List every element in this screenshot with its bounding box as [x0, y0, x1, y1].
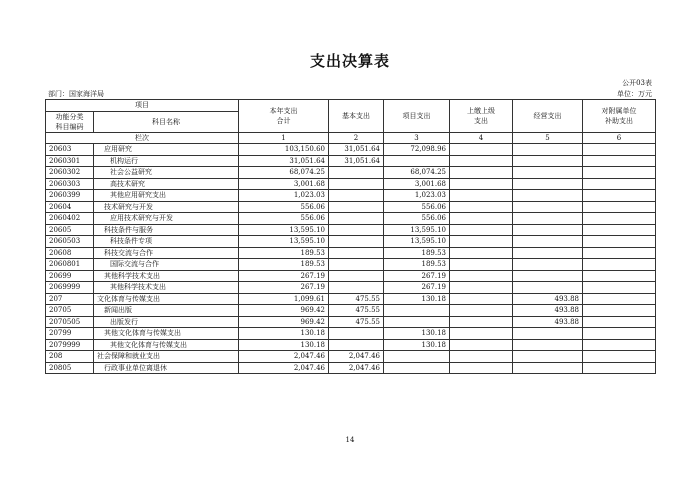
total-cell: 556.06	[239, 201, 329, 213]
upper-cell	[450, 339, 513, 351]
total-cell: 13,595.10	[239, 224, 329, 236]
project-cell: 130.18	[384, 339, 450, 351]
business-cell	[513, 247, 583, 259]
column-order-6: 6	[583, 132, 656, 144]
name-cell: 其他科学技术支出	[94, 282, 239, 294]
upper-cell	[450, 144, 513, 156]
business-cell: 493.88	[513, 316, 583, 328]
total-cell: 556.06	[239, 213, 329, 225]
name-cell: 科技交流与合作	[94, 247, 239, 259]
header-upper-line1: 上缴上级	[467, 106, 495, 115]
upper-cell	[450, 328, 513, 340]
name-cell: 科技条件与服务	[94, 224, 239, 236]
table-row	[46, 339, 656, 351]
basic-cell: 31,051.64	[329, 144, 384, 156]
name-cell: 国际交流与合作	[94, 259, 239, 271]
header-total	[239, 100, 329, 133]
code-cell: 207	[46, 293, 94, 305]
table-row	[46, 282, 656, 294]
total-cell: 31,051.64	[239, 155, 329, 167]
business-cell	[513, 178, 583, 190]
business-cell	[513, 213, 583, 225]
project-cell: 13,595.10	[384, 236, 450, 248]
header-total-line1: 本年支出	[269, 106, 298, 115]
upper-cell	[450, 236, 513, 248]
total-cell: 13,595.10	[239, 236, 329, 248]
project-cell: 1,023.03	[384, 190, 450, 202]
basic-cell	[329, 270, 384, 282]
basic-cell: 475.55	[329, 305, 384, 317]
sub-cell	[583, 351, 656, 363]
upper-cell	[450, 155, 513, 167]
table-row	[46, 247, 656, 259]
upper-cell	[450, 270, 513, 282]
page-title: 支出决算表	[309, 52, 390, 70]
business-cell	[513, 351, 583, 363]
name-cell: 应用技术研究与开发	[94, 213, 239, 225]
name-cell: 出版发行	[94, 316, 239, 328]
upper-cell	[450, 293, 513, 305]
total-cell: 3,001.68	[239, 178, 329, 190]
business-cell	[513, 144, 583, 156]
upper-cell	[450, 190, 513, 202]
code-cell: 20705	[46, 305, 94, 317]
sub-cell	[583, 305, 656, 317]
business-cell: 493.88	[513, 293, 583, 305]
total-cell: 969.42	[239, 316, 329, 328]
upper-cell	[450, 316, 513, 328]
total-cell: 2,047.46	[239, 351, 329, 363]
sub-cell	[583, 167, 656, 179]
code-cell: 20605	[46, 224, 94, 236]
sub-cell	[583, 259, 656, 271]
name-cell: 其他文化体育与传媒支出	[94, 328, 239, 340]
header-sub	[583, 100, 656, 133]
sub-cell	[583, 155, 656, 167]
column-order-4: 4	[450, 132, 513, 144]
code-cell: 2060303	[46, 178, 94, 190]
code-cell: 2070505	[46, 316, 94, 328]
business-cell	[513, 190, 583, 202]
sub-cell	[583, 178, 656, 190]
name-cell: 其他科学技术支出	[94, 270, 239, 282]
page-number: 14	[345, 436, 355, 444]
project-cell: 556.06	[384, 213, 450, 225]
sub-cell	[583, 201, 656, 213]
name-cell: 文化体育与传媒支出	[94, 293, 239, 305]
table-row	[46, 316, 656, 328]
business-cell	[513, 282, 583, 294]
business-cell	[513, 155, 583, 167]
basic-cell: 2,047.46	[329, 362, 384, 374]
header-func-code	[46, 111, 94, 132]
code-cell: 2060402	[46, 213, 94, 225]
name-cell: 高技术研究	[94, 178, 239, 190]
name-cell: 科技条件专项	[94, 236, 239, 248]
table-row	[46, 328, 656, 340]
table-row	[46, 167, 656, 179]
sub-cell	[583, 144, 656, 156]
table-row	[46, 144, 656, 156]
code-cell: 20805	[46, 362, 94, 374]
total-cell: 1,023.03	[239, 190, 329, 202]
header-func-code-line1: 功能分类	[55, 112, 84, 121]
basic-cell	[329, 259, 384, 271]
business-cell	[513, 167, 583, 179]
name-cell: 新闻出版	[94, 305, 239, 317]
project-cell: 13,595.10	[384, 224, 450, 236]
basic-cell	[329, 190, 384, 202]
header-subject-name: 科目名称	[94, 111, 239, 132]
total-cell: 969.42	[239, 305, 329, 317]
code-cell: 20603	[46, 144, 94, 156]
column-order-label: 栏次	[46, 132, 239, 144]
basic-cell: 475.55	[329, 316, 384, 328]
upper-cell	[450, 167, 513, 179]
business-cell: 493.88	[513, 305, 583, 317]
basic-cell: 2,047.46	[329, 351, 384, 363]
header-sub-line2: 补助支出	[605, 116, 633, 125]
table-row	[46, 190, 656, 202]
name-cell: 其他文化体育与传媒支出	[94, 339, 239, 351]
project-cell	[384, 351, 450, 363]
business-cell	[513, 270, 583, 282]
header-project-exp: 项目支出	[384, 100, 450, 133]
sub-cell	[583, 362, 656, 374]
column-order-2: 2	[329, 132, 384, 144]
header-project: 项目	[46, 100, 239, 112]
sub-cell	[583, 282, 656, 294]
sub-cell	[583, 213, 656, 225]
sub-cell	[583, 236, 656, 248]
total-cell: 1,099.61	[239, 293, 329, 305]
basic-cell	[329, 328, 384, 340]
table-row	[46, 305, 656, 317]
business-cell	[513, 236, 583, 248]
business-cell	[513, 224, 583, 236]
table-row	[46, 224, 656, 236]
sub-cell	[583, 293, 656, 305]
total-cell: 267.19	[239, 270, 329, 282]
sub-cell	[583, 247, 656, 259]
basic-cell	[329, 167, 384, 179]
project-cell: 68,074.25	[384, 167, 450, 179]
basic-cell	[329, 247, 384, 259]
code-cell: 20699	[46, 270, 94, 282]
upper-cell	[450, 213, 513, 225]
sub-cell	[583, 270, 656, 282]
project-cell: 189.53	[384, 247, 450, 259]
total-cell: 267.19	[239, 282, 329, 294]
table-row	[46, 201, 656, 213]
code-cell: 2079999	[46, 339, 94, 351]
project-cell: 72,098.96	[384, 144, 450, 156]
project-cell: 3,001.68	[384, 178, 450, 190]
basic-cell	[329, 224, 384, 236]
code-cell: 2060302	[46, 167, 94, 179]
name-cell: 行政事业单位离退休	[94, 362, 239, 374]
header-row-project	[46, 100, 656, 112]
table-row	[46, 351, 656, 363]
code-cell: 2060399	[46, 190, 94, 202]
sub-cell	[583, 339, 656, 351]
column-order-3: 3	[384, 132, 450, 144]
project-cell	[384, 305, 450, 317]
basic-cell	[329, 201, 384, 213]
header-upper-line2: 支出	[474, 116, 488, 125]
sub-cell	[583, 316, 656, 328]
business-cell	[513, 339, 583, 351]
table-row	[46, 270, 656, 282]
header-total-line2: 合计	[276, 116, 291, 125]
business-cell	[513, 259, 583, 271]
table-row	[46, 213, 656, 225]
total-cell: 189.53	[239, 259, 329, 271]
header-sub-line1: 对附属单位	[601, 106, 637, 115]
column-order-row	[46, 132, 656, 144]
name-cell: 社会公益研究	[94, 167, 239, 179]
project-cell: 556.06	[384, 201, 450, 213]
upper-cell	[450, 351, 513, 363]
basic-cell	[329, 339, 384, 351]
project-cell: 130.18	[384, 328, 450, 340]
header-basic: 基本支出	[329, 100, 384, 133]
table-row	[46, 293, 656, 305]
column-order-5: 5	[513, 132, 583, 144]
total-cell: 130.18	[239, 328, 329, 340]
table-row	[46, 236, 656, 248]
basic-cell: 31,051.64	[329, 155, 384, 167]
upper-cell	[450, 201, 513, 213]
code-cell: 20608	[46, 247, 94, 259]
table-row	[46, 155, 656, 167]
upper-cell	[450, 224, 513, 236]
code-cell: 20799	[46, 328, 94, 340]
total-cell: 103,150.60	[239, 144, 329, 156]
table-row	[46, 178, 656, 190]
upper-cell	[450, 362, 513, 374]
code-cell: 2060801	[46, 259, 94, 271]
project-cell	[384, 362, 450, 374]
name-cell: 机构运行	[94, 155, 239, 167]
project-cell	[384, 155, 450, 167]
name-cell: 社会保障和就业支出	[94, 351, 239, 363]
project-cell: 267.19	[384, 270, 450, 282]
header-func-code-line2: 科目编码	[55, 122, 84, 131]
sub-cell	[583, 328, 656, 340]
total-cell: 130.18	[239, 339, 329, 351]
sub-cell	[583, 190, 656, 202]
code-cell: 2060301	[46, 155, 94, 167]
name-cell: 应用研究	[94, 144, 239, 156]
total-cell: 68,074.25	[239, 167, 329, 179]
header-upper	[450, 100, 513, 133]
business-cell	[513, 328, 583, 340]
project-cell: 189.53	[384, 259, 450, 271]
basic-cell: 475.55	[329, 293, 384, 305]
total-cell: 189.53	[239, 247, 329, 259]
sub-cell	[583, 224, 656, 236]
upper-cell	[450, 247, 513, 259]
business-cell	[513, 362, 583, 374]
code-cell: 208	[46, 351, 94, 363]
upper-cell	[450, 282, 513, 294]
code-cell: 2060503	[46, 236, 94, 248]
project-cell	[384, 316, 450, 328]
basic-cell	[329, 282, 384, 294]
basic-cell	[329, 213, 384, 225]
header-business: 经营支出	[513, 100, 583, 133]
total-cell: 2,047.46	[239, 362, 329, 374]
code-cell: 2069999	[46, 282, 94, 294]
name-cell: 其他应用研究支出	[94, 190, 239, 202]
business-cell	[513, 201, 583, 213]
basic-cell	[329, 178, 384, 190]
column-order-1: 1	[239, 132, 329, 144]
unit-label: 单位：万元	[617, 90, 652, 98]
basic-cell	[329, 236, 384, 248]
code-cell: 20604	[46, 201, 94, 213]
upper-cell	[450, 259, 513, 271]
upper-cell	[450, 305, 513, 317]
expenditure-table	[45, 99, 656, 374]
upper-cell	[450, 178, 513, 190]
department-label: 部门：国家海洋局	[48, 90, 104, 98]
form-code: 公开03表	[622, 79, 652, 87]
table-row	[46, 259, 656, 271]
project-cell: 130.18	[384, 293, 450, 305]
name-cell: 技术研究与开发	[94, 201, 239, 213]
table-row	[46, 362, 656, 374]
project-cell: 267.19	[384, 282, 450, 294]
